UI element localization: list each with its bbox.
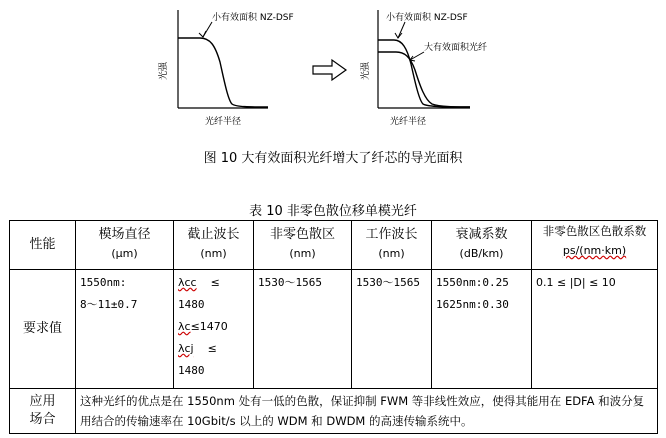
left-curve-label: 小有效面积 NZ-DSF [212,13,294,23]
transition-arrow-icon [313,60,346,80]
right-curve-label-small: 小有效面积 NZ-DSF [386,13,468,23]
right-curve-large-aeff [378,52,470,107]
left-curve-small-nzdsf [178,38,268,107]
header-cell-cutoff: 截止波长 (nm) [174,221,254,270]
table-header-row [10,221,658,270]
header-cell-dispersion: 非零色散区色散系数 ps/(nm·km) [532,221,658,270]
nzdsf-spec-table [9,220,658,434]
figure-fiber-intensity [0,0,666,140]
requirement-label: 要求值 [10,270,76,389]
cutoff-value-cell: λcc ≤ 1480 λc≤1470 λcj ≤ 1480 [174,270,254,389]
left-ylabel: 光强 [159,61,169,80]
application-row [10,389,658,434]
right-label-arrow-small [398,22,405,38]
right-label-arrow-large [410,52,424,60]
application-text: 这种光纤的优点是在 1550nm 处有一低的色散，保证抑制 FWM 等非线性效应，使得其能用在 EDFA 和波分复用结合的传输速率在 10Gbit/s 以上的 WDM 和 DWDM 的高速传输系统中。 [76,389,658,434]
table-caption: 表 10 非零色散位移单模光纤 [249,204,417,219]
header-cell-mfd: 模场直径 (μm) [76,221,174,270]
dispersion-value-cell: 0.1 ≤ |D| ≤ 10 [532,270,658,389]
header-cell-performance: 性能 [10,221,76,270]
header-cell-nzd-region: 非零色散区 (nm) [254,221,352,270]
intensity-plots-svg [0,0,666,140]
figure-caption: 图 10 大有效面积光纤增大了纤芯的导光面积 [203,151,463,166]
right-curve-label-large: 大有效面积光纤 [424,43,488,53]
op-wavelength-value-cell: 1530～1565 [352,270,432,389]
attenuation-value-cell: 1550nm:0.25 1625nm:0.30 [432,270,532,389]
requirement-row [10,270,658,389]
application-label: 应用 场合 [10,389,76,434]
nzd-region-value-cell: 1530～1565 [254,270,352,389]
mfd-value-cell: 1550nm: 8～11±0.7 [76,270,174,389]
header-cell-attenuation: 衰减系数 (dB/km) [432,221,532,270]
left-xlabel: 光纤半径 [205,117,242,127]
header-cell-op-wavelength: 工作波长 (nm) [352,221,432,270]
right-xlabel: 光纤半径 [390,117,427,127]
right-ylabel: 光强 [361,61,371,80]
